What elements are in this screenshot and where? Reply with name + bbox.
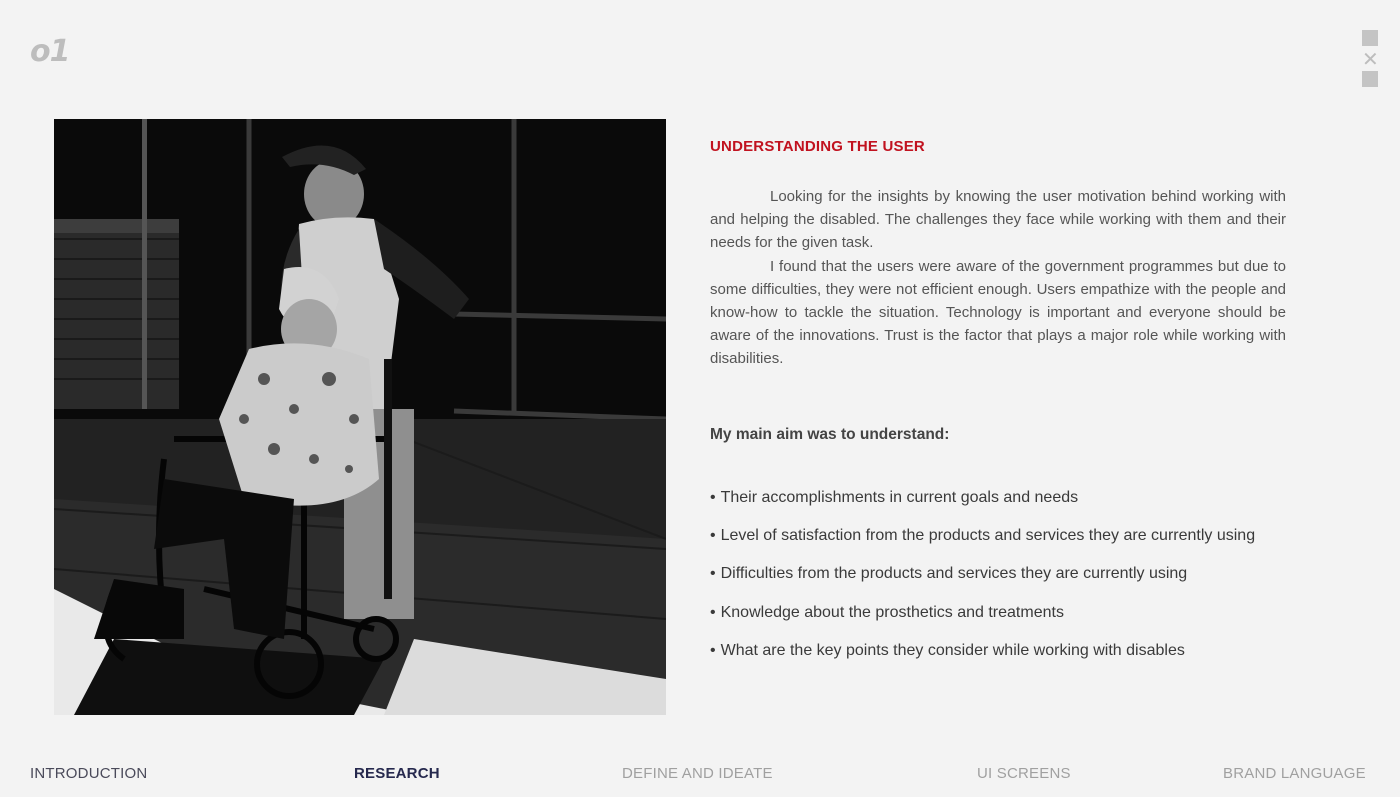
content-panel	[710, 138, 1310, 680]
nav-introduction[interactable]: INTRODUCTION	[30, 765, 148, 782]
nav-brand-language[interactable]: BRAND LANGUAGE	[1223, 765, 1366, 782]
bullet-dot: •	[710, 527, 716, 545]
aim-title: My main aim was to understand:	[710, 425, 950, 443]
bottom-nav	[0, 765, 1400, 789]
list-item-text: Knowledge about the prosthetics and treatments	[720, 603, 1064, 621]
photo-illustration	[54, 119, 666, 715]
aim-list	[710, 488, 1310, 680]
paragraph: Looking for the insights by knowing the user motivation behind working with and helping the disabled. The challenges they face while working with them and their needs for the given task.	[710, 188, 1286, 252]
bullet-dot: •	[710, 565, 716, 583]
square-icon[interactable]	[1362, 30, 1378, 46]
bullet-dot: •	[710, 488, 716, 506]
list-item-text: Their accomplishments in current goals and needs	[720, 488, 1079, 506]
nav-define-and-ideate[interactable]: DEFINE AND IDEATE	[622, 765, 773, 782]
list-item-text: What are the key points they consider while working with disables	[720, 642, 1185, 660]
bullet-dot: •	[710, 642, 716, 660]
list-item	[710, 488, 1310, 526]
user-photo	[54, 119, 666, 715]
close-icon[interactable]: ✕	[1362, 47, 1379, 71]
intro-paragraphs	[710, 185, 1286, 371]
nav-research[interactable]: RESEARCH	[354, 765, 440, 782]
window-controls	[1362, 30, 1378, 87]
nav-ui-screens[interactable]: UI SCREENS	[977, 765, 1071, 782]
bullet-dot: •	[710, 603, 716, 621]
square-icon[interactable]	[1362, 71, 1378, 87]
list-item	[710, 564, 1310, 602]
list-item-text: Difficulties from the products and services they are currently using	[720, 565, 1188, 583]
list-item	[710, 526, 1310, 564]
list-item	[710, 603, 1310, 641]
page-number: o1	[30, 34, 70, 69]
list-item	[710, 641, 1310, 679]
list-item-text: Level of satisfaction from the products and services they are currently using	[720, 527, 1256, 545]
section-title: UNDERSTANDING THE USER	[710, 138, 925, 155]
paragraph: I found that the users were aware of the government programmes but due to some difficulties, they were not efficient enough. Users empathize with the people and know-how to tackle the situation. Technology is important and everyone should be aware of the innovations. Trust is the factor that plays a major role while working with disabilities.	[710, 257, 1286, 368]
